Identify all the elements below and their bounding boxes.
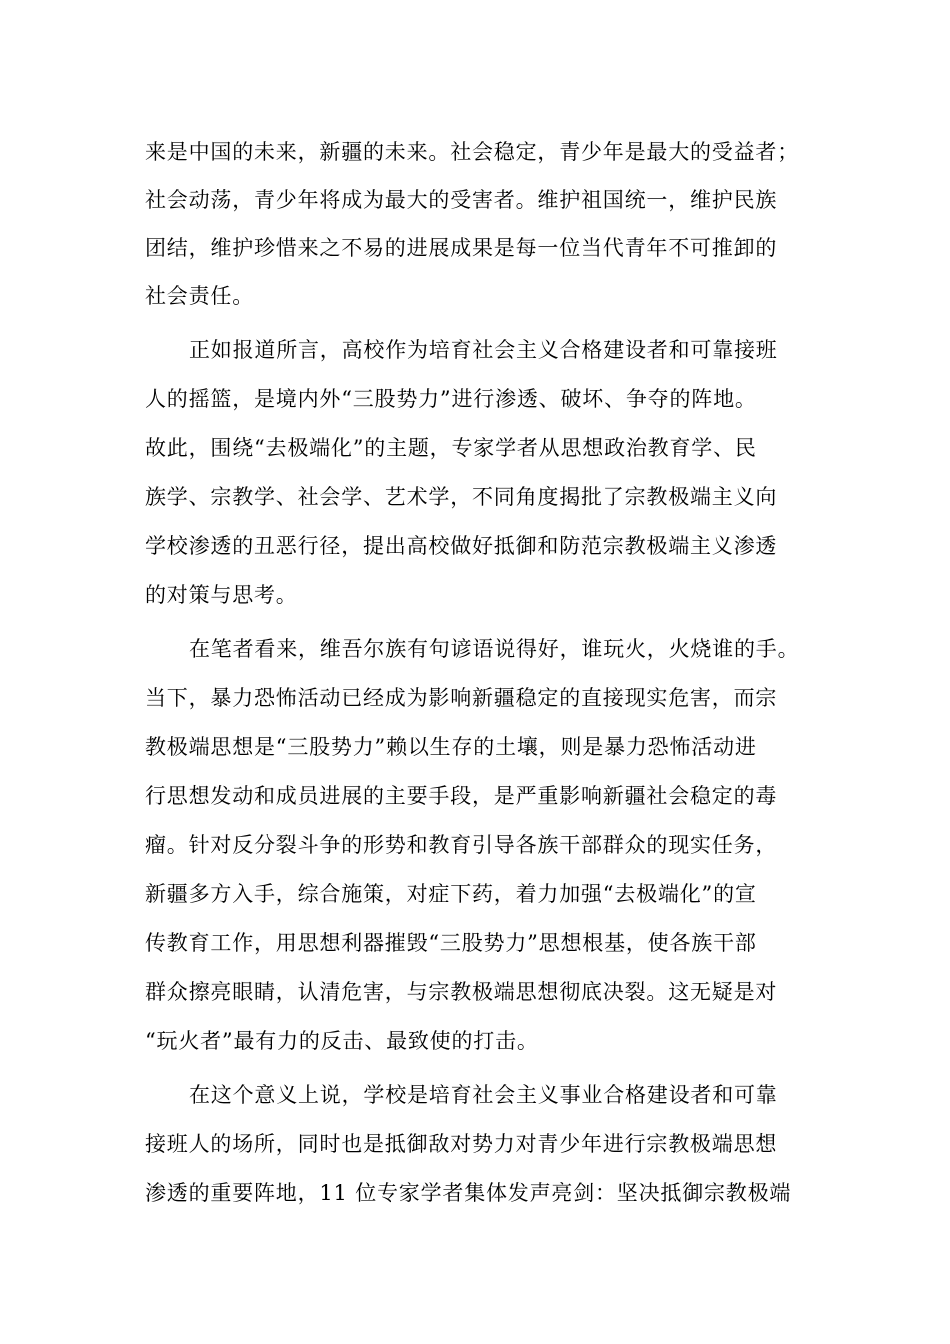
paragraph-first-line: 在笔者看来，维吾尔族有句谚语说得好，谁玩火，火烧谁的手。	[189, 637, 800, 661]
text-line: 教极端思想是“三股势力”赖以生存的土壤，则是暴力恐怖活动进	[145, 735, 757, 759]
text-line: “玩火者”最有力的反击、最致使的打击。	[145, 1029, 539, 1053]
text-line: 团结，维护珍惜来之不易的进展成果是每一位当代青年不可推卸的	[145, 236, 778, 260]
text-line: 来是中国的未来，新疆的未来。社会稳定，青少年是最大的受益者；	[145, 140, 799, 164]
text-line: 人的摇篮，是境内外“三股势力”进行渗透、破坏、争夺的阵地。	[145, 387, 757, 411]
text-line: 族学、宗教学、社会学、艺术学，不同角度揭批了宗教极端主义向	[145, 485, 778, 509]
text-line: 的对策与思考。	[145, 583, 298, 607]
text-line: 行思想发动和成员进展的主要手段，是严重影响新疆社会稳定的毒	[145, 784, 778, 808]
text-line: 群众擦亮眼睛，认清危害，与宗教极端思想彻底决裂。这无疑是对	[145, 980, 778, 1004]
text-line: 瘤。针对反分裂斗争的形势和教育引导各族干部群众的现实任务，	[145, 833, 778, 857]
text-line: 社会责任。	[145, 284, 254, 308]
text-line: 新疆多方入手，综合施策，对症下药，着力加强“去极端化”的宣	[145, 882, 757, 906]
text-line: 传教育工作，用思想利器摧毁“三股势力”思想根基，使各族干部	[145, 931, 757, 955]
paragraph-first-line: 正如报道所言，高校作为培育社会主义合格建设者和可靠接班	[189, 338, 778, 362]
text-line: 当下，暴力恐怖活动已经成为影响新疆稳定的直接现实危害，而宗	[145, 686, 778, 710]
text-line: 社会动荡，青少年将成为最大的受害者。维护祖国统一，维护民族	[145, 188, 778, 212]
text-line: 渗透的重要阵地，11 位专家学者集体发声亮剑：坚决抵御宗教极端	[145, 1181, 792, 1205]
text-line: 接班人的场所，同时也是抵御敌对势力对青少年进行宗教极端思想	[145, 1132, 778, 1156]
paragraph-first-line: 在这个意义上说，学校是培育社会主义事业合格建设者和可靠	[189, 1083, 778, 1107]
text-line: 学校渗透的丑恶行径，提出高校做好抵御和防范宗教极端主义渗透	[145, 534, 778, 558]
text-line: 故此，围绕“去极端化”的主题，专家学者从思想政治教育学、民	[145, 436, 757, 460]
